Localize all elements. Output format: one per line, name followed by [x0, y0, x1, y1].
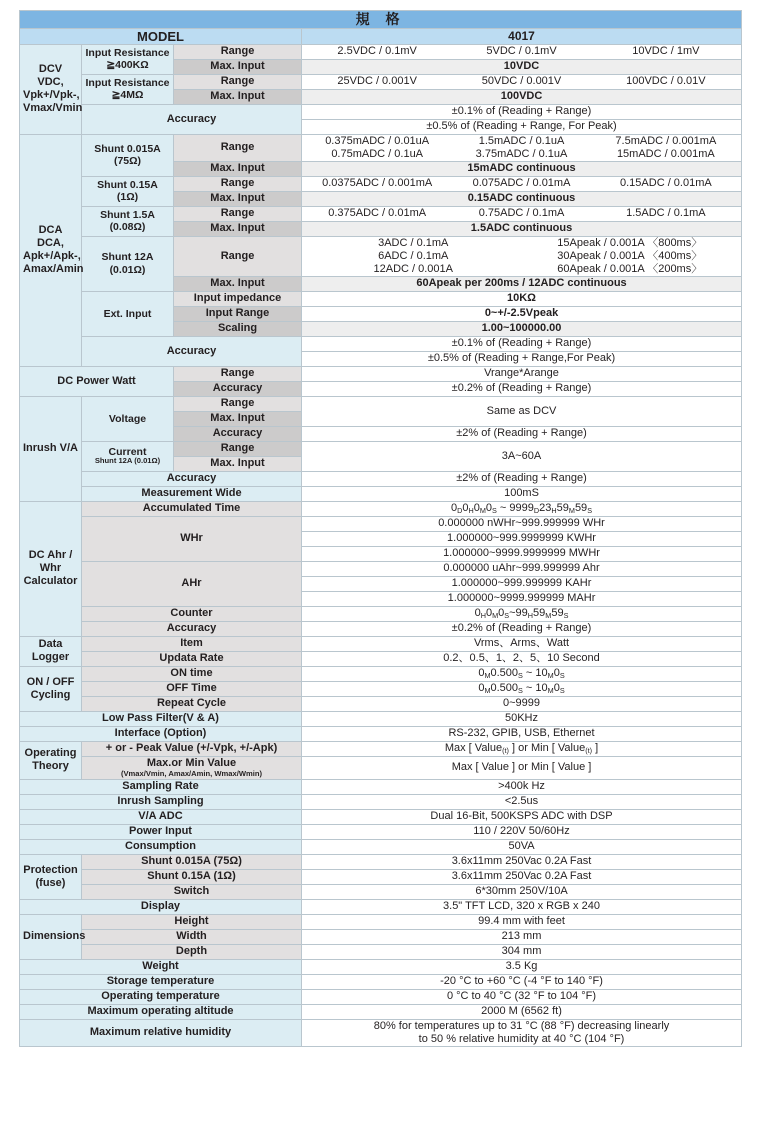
- max-altitude-value: 2000 M (6562 ft): [302, 1004, 742, 1019]
- table-row: [20, 134, 742, 161]
- row-label-weight: Weight: [20, 959, 302, 974]
- model-label: MODEL: [20, 28, 302, 44]
- table-row: [20, 74, 742, 89]
- row-label-item: Item: [82, 636, 302, 651]
- group-label-dcv: [20, 44, 82, 134]
- row-label-repeat-cycle: Repeat Cycle: [82, 696, 302, 711]
- row-label-off-time: OFF Time: [82, 681, 302, 696]
- row-label-maxmin-value: [82, 756, 302, 779]
- table-row: [20, 176, 742, 191]
- group-label-protection: [20, 854, 82, 899]
- row-label-accumulated-time: Accumulated Time: [82, 501, 302, 516]
- row-label-counter: Counter: [82, 606, 302, 621]
- value-line: 0.375mADC / 0.01uA: [325, 134, 430, 147]
- table-row: [20, 824, 742, 839]
- value-cell: [305, 135, 449, 161]
- protection-shunt015-value: 3.6x11mm 250Vac 0.2A Fast: [302, 869, 742, 884]
- group-label-line: Vpk+/Vpk-,: [23, 89, 80, 102]
- table-row: [20, 606, 742, 621]
- table-row: [20, 959, 742, 974]
- inrush-voltage-accuracy: ±2% of (Reading + Range): [302, 426, 742, 441]
- group-label-operating-theory: [20, 741, 82, 779]
- table-row: [20, 104, 742, 119]
- dca-shunt015-max: 0.15ADC continuous: [302, 191, 742, 206]
- value-cell: 2.5VDC / 0.1mV: [337, 45, 417, 58]
- row-label-va-adc: V/A ADC: [20, 809, 302, 824]
- group-label-line: Theory: [32, 760, 69, 773]
- row-label-depth: Depth: [82, 944, 302, 959]
- table-row: [20, 681, 742, 696]
- table-row: [20, 809, 742, 824]
- table-row: [20, 561, 742, 576]
- row-label-accuracy: Accuracy: [174, 426, 302, 441]
- value-cell: 0.75ADC / 0.1mA: [478, 207, 565, 220]
- dca-shunt12-max: 60Apeak per 200ms / 12ADC continuous: [302, 276, 742, 291]
- value-cell: 0.375ADC / 0.01mA: [328, 207, 427, 220]
- group-label-line: Vmax/Vmin: [23, 102, 83, 115]
- table-row: [20, 44, 742, 59]
- row-label-low-pass-filter: Low Pass Filter(V & A): [20, 711, 302, 726]
- dimension-width-value: 213 mm: [302, 929, 742, 944]
- table-row: [20, 839, 742, 854]
- dca-accuracy-1: ±0.1% of (Reading + Range): [302, 336, 742, 351]
- value-line: 3ADC / 0.1mA: [378, 236, 449, 249]
- row-label-sampling-rate: Sampling Rate: [20, 779, 302, 794]
- row-label-range: Range: [174, 176, 302, 191]
- sub-label-shunt-12a: [82, 236, 174, 291]
- sub-label-line: Shunt 1.5A: [100, 208, 155, 221]
- sub-label-line: Input Resistance: [85, 46, 170, 59]
- row-label-consumption: Consumption: [20, 839, 302, 854]
- table-row: [20, 28, 742, 44]
- group-label-line: Protection: [23, 863, 78, 876]
- maxmin-value-formula: Max [ Value ] or Min [ Value ]: [302, 756, 742, 779]
- row-label-ahr: AHr: [82, 561, 302, 606]
- table-row: [20, 989, 742, 1004]
- sampling-rate-value: >400k Hz: [302, 779, 742, 794]
- table-row: [20, 756, 742, 779]
- low-pass-filter-value: 50KHz: [302, 711, 742, 726]
- row-label-storage-temperature: Storage temperature: [20, 974, 302, 989]
- group-label-data-logger: Data Logger: [20, 636, 82, 666]
- value-cell: 0.0375ADC / 0.001mA: [322, 177, 433, 190]
- table-row: [20, 929, 742, 944]
- value-line: 7.5mADC / 0.001mA: [615, 134, 717, 147]
- table-row: [20, 1004, 742, 1019]
- dca-shunt12-range: [302, 236, 742, 276]
- row-label-accuracy: Accuracy: [82, 104, 302, 134]
- sub-label-line: Current: [108, 446, 147, 459]
- group-label-line: VDC,: [37, 76, 64, 89]
- group-label-line: ON / OFF: [26, 675, 75, 688]
- row-label-accuracy: Accuracy: [174, 381, 302, 396]
- row-label-max-altitude: Maximum operating altitude: [20, 1004, 302, 1019]
- row-label-display: Display: [20, 899, 302, 914]
- value-cell: [522, 237, 739, 276]
- max-humidity-value: [302, 1019, 742, 1046]
- row-label-operating-temperature: Operating temperature: [20, 989, 302, 1004]
- table-row: [20, 696, 742, 711]
- table-row: [20, 366, 742, 381]
- dcv-range-2: [302, 74, 742, 89]
- ext-input-range: 0~+/-2.5Vpeak: [302, 306, 742, 321]
- row-label-max-input: Max. Input: [174, 161, 302, 176]
- table-row: [20, 441, 742, 456]
- inrush-accuracy: ±2% of (Reading + Range): [302, 471, 742, 486]
- table-row: [20, 854, 742, 869]
- inrush-sampling-value: <2.5us: [302, 794, 742, 809]
- ext-scaling: 1.00~100000.00: [302, 321, 742, 336]
- group-label-onoff-cycling: [20, 666, 82, 711]
- ahr-value: 1.000000~999.999999 KAHr: [302, 576, 742, 591]
- table-row: [20, 794, 742, 809]
- dcv-accuracy-1: ±0.1% of (Reading + Range): [302, 104, 742, 119]
- dca-shunt15-range: [302, 206, 742, 221]
- row-label-update-rate: Updata Rate: [82, 651, 302, 666]
- off-time-value: $0_M0.500_S$ ~ $10_M0_S$: [302, 681, 742, 696]
- row-label-peak-value: + or - Peak Value (+/-Vpk, +/-Apk): [82, 741, 302, 756]
- group-label-line: Calculator: [23, 575, 78, 588]
- specification-table: [19, 10, 742, 1047]
- group-label-dca: [20, 134, 82, 366]
- sub-label-line: Shunt 0.15A: [97, 178, 158, 191]
- row-label-width: Width: [82, 929, 302, 944]
- row-label-whr: WHr: [82, 516, 302, 561]
- value-line: 1.5mADC / 0.1uA: [478, 134, 565, 147]
- table-row: [20, 944, 742, 959]
- value-line: to 50 % relative humidity at 40 °C (104 °F): [418, 1032, 625, 1045]
- repeat-cycle-value: 0~9999: [302, 696, 742, 711]
- dcv-accuracy-2: ±0.5% of (Reading + Range, For Peak): [302, 119, 742, 134]
- inrush-voltage-value: Same as DCV: [302, 396, 742, 426]
- sub-label-shunt-15a: [82, 206, 174, 236]
- dca-shunt0015-max: 15mADC continuous: [302, 161, 742, 176]
- row-label-protection-shunt0015: Shunt 0.015A (75Ω): [82, 854, 302, 869]
- table-row: [20, 516, 742, 531]
- dc-power-watt-accuracy: ±0.2% of (Reading + Range): [302, 381, 742, 396]
- row-label-input-impedance: Input impedance: [174, 291, 302, 306]
- row-label-max-input: Max. Input: [174, 59, 302, 74]
- value-cell: 0.075ADC / 0.01mA: [472, 177, 571, 190]
- row-label-line: Max.or Min Value: [146, 756, 237, 769]
- row-label-on-time: ON time: [82, 666, 302, 681]
- row-label-range: Range: [174, 74, 302, 89]
- table-row: [20, 291, 742, 306]
- sub-label-shunt-015a: [82, 176, 174, 206]
- dcv-max-input-1: 10VDC: [302, 59, 742, 74]
- operating-temperature-value: 0 °C to 40 °C (32 °F to 104 °F): [302, 989, 742, 1004]
- table-row: [20, 336, 742, 351]
- counter-value: $0_H0_M0_S\sim 99_H59_M59_S$: [302, 606, 742, 621]
- value-cell: 50VDC / 0.001V: [481, 75, 562, 88]
- sub-label-line: (0.08Ω): [109, 221, 146, 234]
- row-label-max-input: Max. Input: [174, 191, 302, 206]
- row-label-input-range: Input Range: [174, 306, 302, 321]
- row-label-accuracy: Accuracy: [82, 336, 302, 366]
- model-value: 4017: [302, 28, 742, 44]
- table-row: [20, 899, 742, 914]
- group-label-line: Whr: [39, 562, 62, 575]
- display-value: 3.5" TFT LCD, 320 x RGB x 240: [302, 899, 742, 914]
- weight-value: 3.5 Kg: [302, 959, 742, 974]
- row-label-range: Range: [174, 441, 302, 456]
- group-label-ahr-calculator: [20, 501, 82, 636]
- group-label-dc-power-watt: DC Power Watt: [20, 366, 174, 396]
- table-row: [20, 206, 742, 221]
- dca-shunt15-max: 1.5ADC continuous: [302, 221, 742, 236]
- row-label-range: Range: [174, 206, 302, 221]
- row-label-power-input: Power Input: [20, 824, 302, 839]
- inrush-current-value: 3A~60A: [302, 441, 742, 471]
- value-cell: [594, 135, 738, 161]
- group-label-dimensions: Dimensions: [20, 914, 82, 959]
- sub-label-note: Shunt 12A (0.01Ω): [94, 456, 161, 466]
- dcv-max-input-2: 100VDC: [302, 89, 742, 104]
- row-label-max-input: Max. Input: [174, 89, 302, 104]
- table-row: [20, 501, 742, 516]
- row-label-inrush-sampling: Inrush Sampling: [20, 794, 302, 809]
- sub-label-current: [82, 441, 174, 471]
- ahr-calc-accuracy: ±0.2% of (Reading + Range): [302, 621, 742, 636]
- table-row: [20, 636, 742, 651]
- row-label-max-input: Max. Input: [174, 276, 302, 291]
- table-row: [20, 779, 742, 794]
- value-cell: [449, 135, 593, 161]
- value-line: 15Apeak / 0.001A 〈800ms〉: [557, 236, 703, 249]
- value-line: 60Apeak / 0.001A 〈200ms〉: [557, 262, 703, 275]
- dimension-height-value: 99.4 mm with feet: [302, 914, 742, 929]
- page-title: 規 格: [20, 11, 742, 29]
- group-label-line: DCA,: [37, 237, 64, 250]
- sub-label-line: Shunt 0.015A: [94, 142, 161, 155]
- group-label-line: DCV: [38, 63, 63, 76]
- sub-label-line: Input Resistance: [85, 76, 170, 89]
- whr-value: 0.000000 nWHr~999.999999 WHr: [302, 516, 742, 531]
- table-row: [20, 666, 742, 681]
- table-row: [20, 621, 742, 636]
- row-label-max-input: Max. Input: [174, 411, 302, 426]
- sub-label-line: ≧4MΩ: [111, 89, 144, 102]
- table-row: [20, 884, 742, 899]
- sub-label-line: (0.01Ω): [109, 263, 146, 276]
- sub-label-line: ≧400KΩ: [106, 59, 149, 72]
- group-label-line: DC Ahr /: [28, 549, 73, 562]
- table-row: [20, 741, 742, 756]
- row-label-max-humidity: Maximum relative humidity: [20, 1019, 302, 1046]
- group-label-line: DCA: [38, 224, 63, 237]
- dc-power-watt-range: Vrange*Arange: [302, 366, 742, 381]
- value-line: 0.75mADC / 0.1uA: [331, 147, 424, 160]
- value-cell: [305, 237, 522, 276]
- dca-accuracy-2: ±0.5% of (Reading + Range,For Peak): [302, 351, 742, 366]
- interface-value: RS-232, GPIB, USB, Ethernet: [302, 726, 742, 741]
- storage-temperature-value: -20 °C to +60 °C (-4 °F to 140 °F): [302, 974, 742, 989]
- va-adc-value: Dual 16-Bit, 500KSPS ADC with DSP: [302, 809, 742, 824]
- table-row: [20, 869, 742, 884]
- row-label-range: Range: [174, 236, 302, 276]
- accumulated-time-value: $0_D0_H0_M0_S$ ~ $9999_D23_H59_M59_S$: [302, 501, 742, 516]
- value-line: 12ADC / 0.001A: [373, 262, 453, 275]
- table-row: [20, 471, 742, 486]
- value-line: 80% for temperatures up to 31 °C (88 °F) decreasing linearly: [373, 1019, 670, 1032]
- value-cell: 1.5ADC / 0.1mA: [626, 207, 706, 220]
- sub-label-voltage: Voltage: [82, 396, 174, 441]
- row-label-range: Range: [174, 134, 302, 161]
- dca-shunt0015-range: [302, 134, 742, 161]
- row-label-range: Range: [174, 366, 302, 381]
- row-label-max-input: Max. Input: [174, 221, 302, 236]
- sub-label-input-resistance-400k: [82, 44, 174, 74]
- inrush-measurement-wide: 100mS: [302, 486, 742, 501]
- table-row: [20, 651, 742, 666]
- value-cell: 100VDC / 0.01V: [626, 75, 706, 88]
- row-label-accuracy: Accuracy: [82, 621, 302, 636]
- sub-label-input-resistance-4m: [82, 74, 174, 104]
- row-label-protection-shunt015: Shunt 0.15A (1Ω): [82, 869, 302, 884]
- sub-label-ext-input: Ext. Input: [82, 291, 174, 336]
- data-logger-update-rate: 0.2、0.5、1、2、5、10 Second: [302, 651, 742, 666]
- table-row: [20, 914, 742, 929]
- value-line: 15mADC / 0.001mA: [616, 147, 715, 160]
- value-line: 3.75mADC / 0.1uA: [475, 147, 568, 160]
- row-label-scaling: Scaling: [174, 321, 302, 336]
- row-label-protection-switch: Switch: [82, 884, 302, 899]
- row-label-range: Range: [174, 396, 302, 411]
- value-cell: 25VDC / 0.001V: [337, 75, 417, 88]
- power-input-value: 110 / 220V 50/60Hz: [302, 824, 742, 839]
- row-label-height: Height: [82, 914, 302, 929]
- value-cell: 10VDC / 1mV: [632, 45, 700, 58]
- row-label-max-input: Max. Input: [174, 456, 302, 471]
- table-row: [20, 236, 742, 276]
- sub-label-line: (1Ω): [116, 191, 139, 204]
- row-label-range: Range: [174, 44, 302, 59]
- value-line: 30Apeak / 0.001A 〈400ms〉: [557, 249, 703, 262]
- table-row: [20, 974, 742, 989]
- on-time-value: $0_M0.500_S$ ~ $10_M0_S$: [302, 666, 742, 681]
- table-row: [20, 396, 742, 411]
- whr-value: 1.000000~9999.9999999 MWHr: [302, 546, 742, 561]
- data-logger-item: Vrms、Arms、Watt: [302, 636, 742, 651]
- dca-shunt015-range: [302, 176, 742, 191]
- group-label-line: Operating: [24, 747, 77, 760]
- ahr-value: 0.000000 uAhr~999.999999 Ahr: [302, 561, 742, 576]
- table-row: [20, 726, 742, 741]
- dcv-range-1: [302, 44, 742, 59]
- table-row: [20, 11, 742, 29]
- ext-input-impedance: 10KΩ: [302, 291, 742, 306]
- group-label-line: Cycling: [30, 688, 71, 701]
- row-label-accuracy: Accuracy: [82, 471, 302, 486]
- group-label-line: Apk+/Apk-,: [23, 250, 81, 263]
- group-label-inrush-va: Inrush V/A: [20, 396, 82, 501]
- dimension-depth-value: 304 mm: [302, 944, 742, 959]
- table-row: [20, 486, 742, 501]
- consumption-value: 50VA: [302, 839, 742, 854]
- sub-label-shunt-0015a: [82, 134, 174, 176]
- whr-value: 1.000000~999.9999999 KWHr: [302, 531, 742, 546]
- table-row: [20, 711, 742, 726]
- table-row: [20, 1019, 742, 1046]
- row-label-note: (Vmax/Vmin, Amax/Amin, Wmax/Wmin): [120, 768, 263, 778]
- protection-switch-value: 6*30mm 250V/10A: [302, 884, 742, 899]
- row-label-interface: Interface (Option): [20, 726, 302, 741]
- protection-shunt0015-value: 3.6x11mm 250Vac 0.2A Fast: [302, 854, 742, 869]
- sub-label-line: Shunt 12A: [101, 251, 154, 264]
- peak-value-formula: Max [ Value$_{(t)}$ ] or Min [ Value$_{(t)}$ ]: [302, 741, 742, 756]
- group-label-line: Amax/Amin: [23, 263, 84, 276]
- value-cell: 0.15ADC / 0.01mA: [620, 177, 712, 190]
- ahr-value: 1.000000~9999.999999 MAHr: [302, 591, 742, 606]
- sub-label-line: (75Ω): [113, 155, 142, 168]
- row-label-measurement-wide: Measurement Wide: [82, 486, 302, 501]
- group-label-line: (fuse): [35, 876, 66, 889]
- value-line: 6ADC / 0.1mA: [378, 249, 449, 262]
- value-cell: 5VDC / 0.1mV: [486, 45, 557, 58]
